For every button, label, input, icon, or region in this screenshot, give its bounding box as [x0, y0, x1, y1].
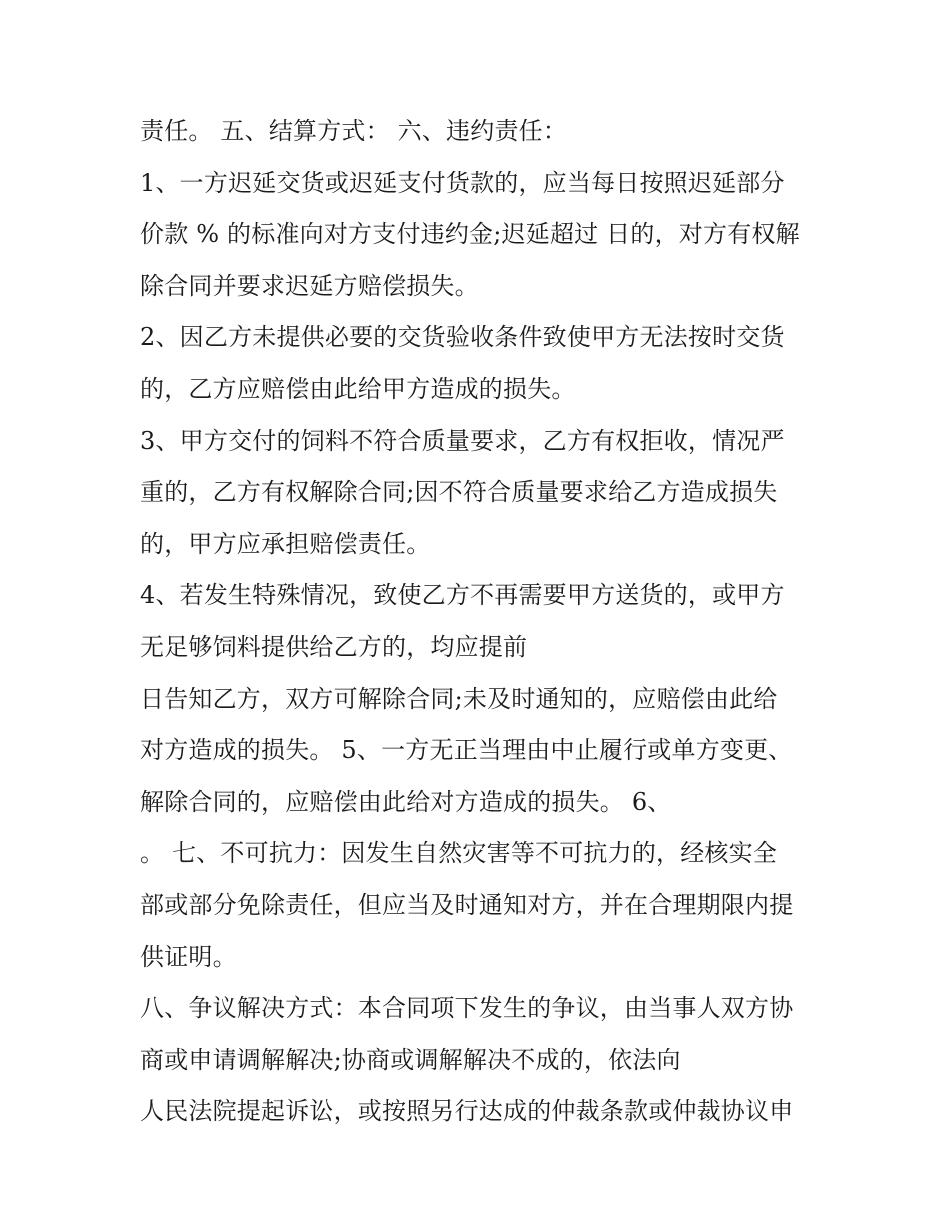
text-line: 对方造成的损失。 5、一方无正当理由中止履行或单方变更、	[140, 736, 793, 765]
text-line: 价款 % 的标准向对方支付违约金;迟延超过 日的，对方有权解	[140, 220, 800, 249]
text-line: 商或申请调解解决;协商或调解解决不成的，依法向	[140, 1045, 681, 1074]
text-line: 供证明。	[140, 942, 237, 971]
text-line: 部或部分免除责任，但应当及时通知对方，并在合理期限内提	[140, 890, 794, 919]
text-line: 重的，乙方有权解除合同;因不符合质量要求给乙方造成损失	[140, 478, 778, 507]
text-line: 的，乙方应赔偿由此给甲方造成的损失。	[140, 374, 576, 403]
text-line: 除合同并要求迟延方赔偿损失。	[140, 271, 479, 300]
text-line: 解除合同的，应赔偿由此给对方造成的损失。 6、	[140, 787, 672, 816]
text-line: 日告知乙方，双方可解除合同;未及时通知的，应赔偿由此给	[140, 684, 778, 713]
text-line: 责任。 五、结算方式： 六、违约责任：	[140, 117, 568, 145]
text-line: 人民法院提起诉讼，或按照另行达成的仲裁条款或仲裁协议申	[140, 1097, 794, 1126]
text-line: 4、若发生特殊情况，致使乙方不再需要甲方送货的，或甲方	[140, 581, 785, 610]
text-line: 无足够饲料提供给乙方的，均应提前	[140, 632, 528, 661]
text-line: 的，甲方应承担赔偿责任。	[140, 529, 431, 558]
text-line: 八、争议解决方式：本合同项下发生的争议，由当事人双方协	[140, 994, 794, 1023]
text-line: 。 七、不可抗力：因发生自然灾害等不可抗力的，经核实全	[140, 839, 778, 868]
text-line: 2、因乙方未提供必要的交货验收条件致使甲方无法按时交货	[140, 323, 785, 352]
text-line: 3、甲方交付的饲料不符合质量要求，乙方有权拒收，情况严	[140, 426, 785, 455]
document-body	[140, 106, 840, 1138]
text-line: 1、一方迟延交货或迟延支付货款的，应当每日按照迟延部分	[140, 168, 785, 197]
